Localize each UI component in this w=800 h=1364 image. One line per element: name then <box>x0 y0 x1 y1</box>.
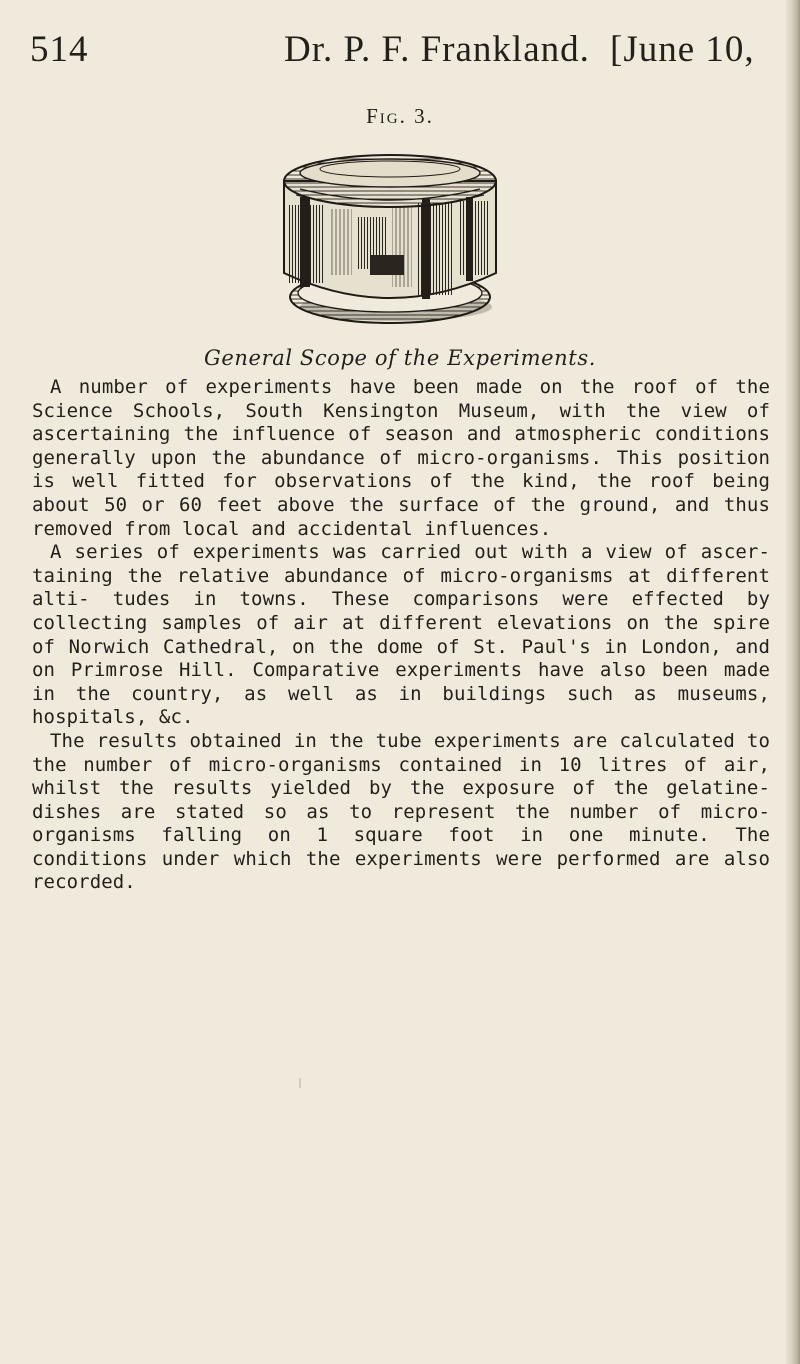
paragraph-altitude-experiments: A series of experiments was carried out with a view of ascer- taining the relative abundance of micro-organisms at different alti- tudes in towns. These comparisons were effected by collecting samples of air at different elevations on the spire of Norwich Cathedral, on the dome of St. Paul's in London, and on Primrose Hill. Comparative experiments have also been made in the country, as well as in buildings such as museums, hospitals, &c. <box>32 541 770 729</box>
paper-speck <box>299 1078 301 1088</box>
header-date: [June 10, <box>610 29 755 70</box>
paragraph-roof-experiments: A number of experiments have been made on the roof of the Science Schools, South Kensington Museum, with the view of ascertaining the influence of season and atmospheric conditions generally upon the abundance of micro-organisms. This position is well fitted for observations of the kind, the roof being about 50 or 60 feet above the surface of the ground, and thus removed from local and accidental influences. <box>32 376 770 540</box>
paragraph-results: The results obtained in the tube experiments are calculated to the number of micro-organisms contained in 10 litres of air, whilst the results yielded by the exposure of the gelatine-dishes are stated so as to represent the number of micro-organisms falling on 1 square foot in one minute. The conditions under which the experiments were performed are also recorded. <box>32 729 770 894</box>
page-header <box>0 28 800 78</box>
page-edge-shadow <box>786 0 800 1364</box>
body-text <box>32 376 770 895</box>
figure-caption: Fig. 3. <box>366 104 434 128</box>
section-heading: General Scope of the Experiments. <box>204 346 596 370</box>
page-number: 514 <box>30 29 89 70</box>
figure-illustration <box>270 145 510 330</box>
cylindrical-glass-dish-illustration <box>270 145 510 330</box>
running-head: Dr. P. F. Frankland. <box>284 29 590 70</box>
